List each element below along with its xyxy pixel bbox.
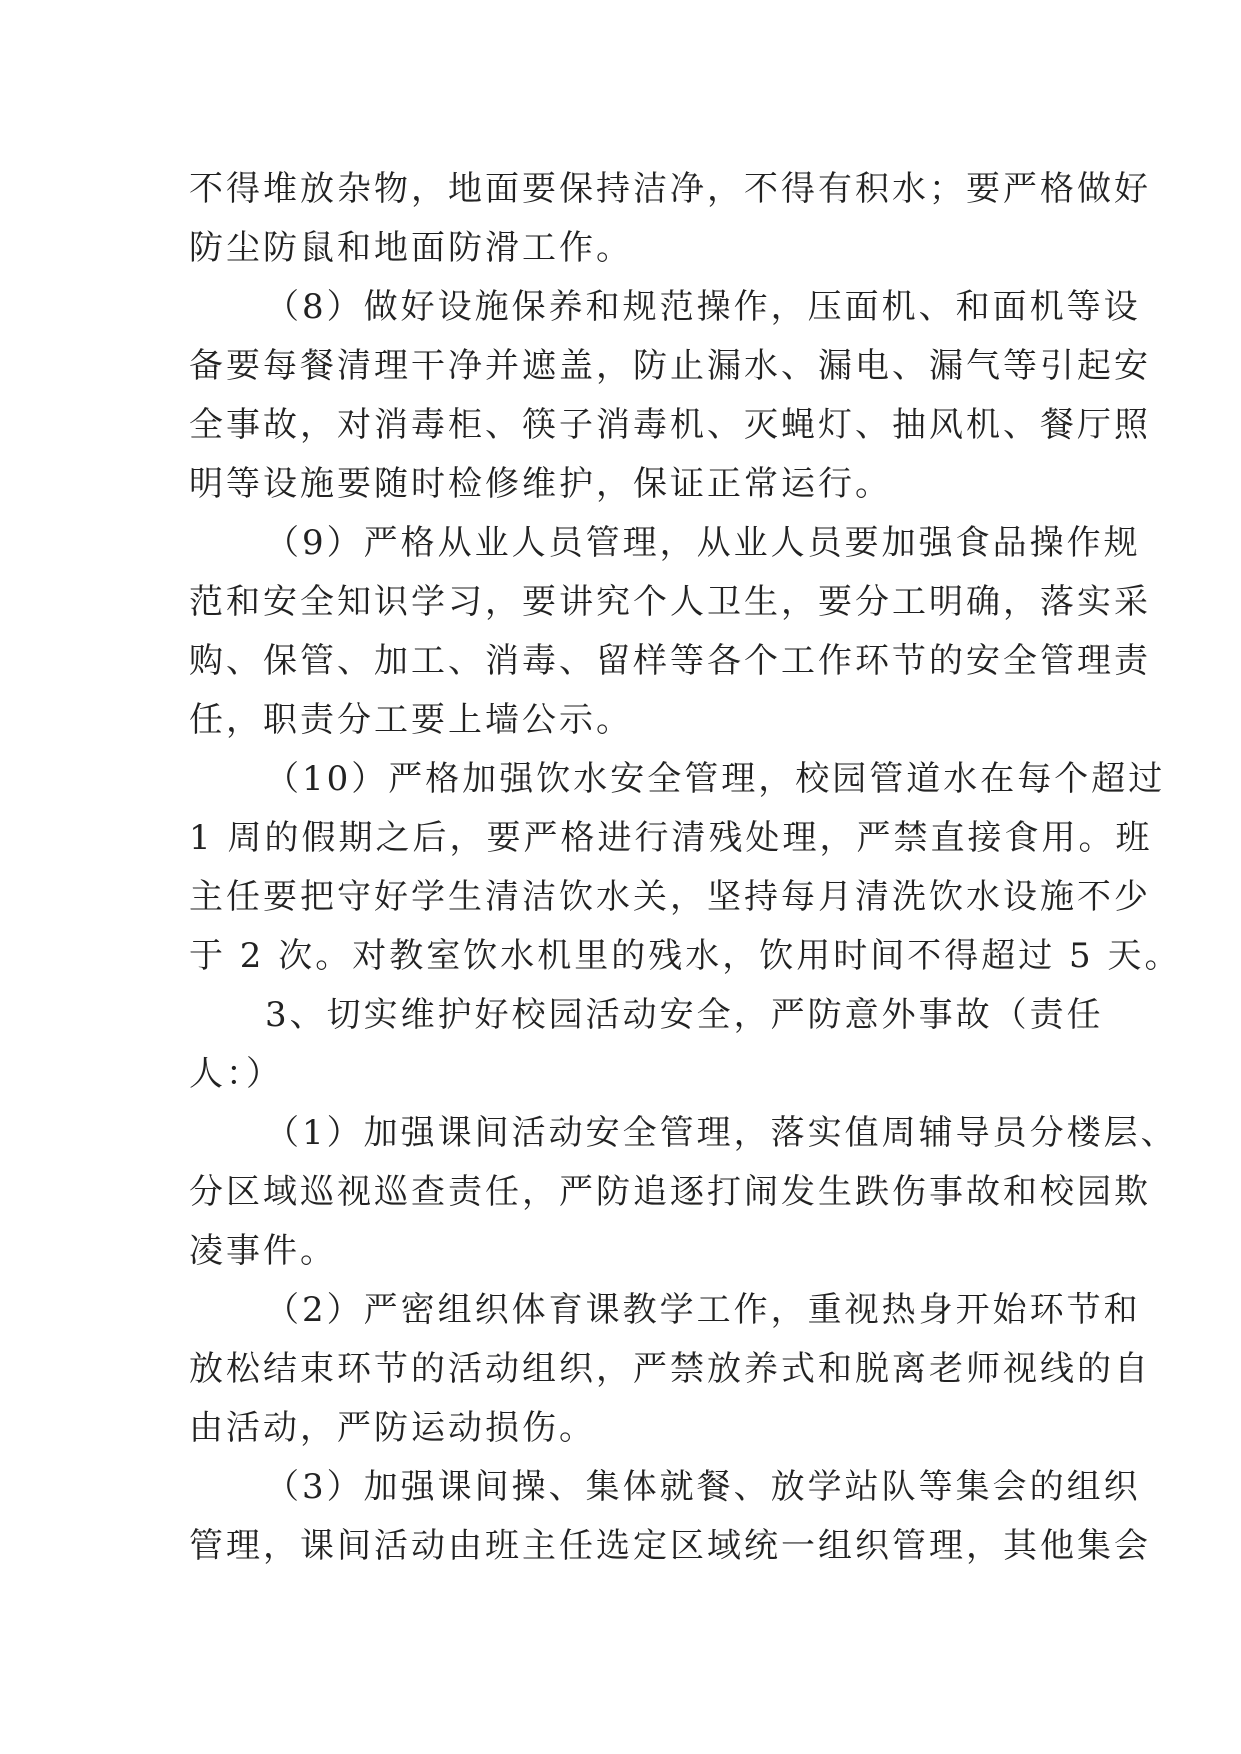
paragraph-item-8 [189,278,1151,514]
paragraph-item-3-1 [189,1104,1178,1281]
text-line: 明等设施要随时检修维护，保证正常运行。 [189,464,892,504]
text-line: 凌事件。 [189,1231,337,1271]
text-line: 人：） [189,1054,283,1094]
paragraph-item-9 [189,514,1151,750]
document-body [189,160,1182,1576]
text-line: 备要每餐清理干净并遮盖，防止漏水、漏电、漏气等引起安 [189,346,1151,386]
text-line: 范和安全知识学习，要讲究个人卫生，要分工明确，落实采 [189,582,1151,622]
text-line: （8）做好设施保养和规范操作，压面机、和面机等设 [265,287,1141,327]
text-line: 放松结束环节的活动组织，严禁放养式和脱离老师视线的自 [189,1349,1151,1389]
text-line: 由活动，严防运动损伤。 [189,1408,596,1448]
text-line: （1）加强课间活动安全管理，落实值周辅导员分楼层、 [265,1113,1178,1153]
paragraph-item-3-2 [189,1281,1151,1458]
text-line: （10）严格加强饮水安全管理，校园管道水在每个超过 [265,759,1166,799]
text-line: 不得堆放杂物，地面要保持洁净，不得有积水；要严格做好 [189,169,1151,209]
section-heading-3 [189,986,1104,1104]
paragraph-item-10 [189,750,1182,986]
text-line: 1 周的假期之后，要严格进行清残处理，严禁直接食用。班 [189,818,1153,858]
text-line: 任，职责分工要上墙公示。 [189,700,633,740]
text-line: 防尘防鼠和地面防滑工作。 [189,228,633,268]
text-line: 于 2 次。对教室饮水机里的残水，饮用时间不得超过 5 天。 [189,936,1182,976]
text-line: （3）加强课间操、集体就餐、放学站队等集会的组织 [265,1467,1141,1507]
text-line: 购、保管、加工、消毒、留样等各个工作环节的安全管理责 [189,641,1151,681]
paragraph-continued [189,160,1151,278]
text-line: 主任要把守好学生清洁饮水关，坚持每月清洗饮水设施不少 [189,877,1151,917]
text-line: 3、切实维护好校园活动安全，严防意外事故（责任 [265,995,1104,1035]
text-line: 全事故，对消毒柜、筷子消毒机、灭蝇灯、抽风机、餐厅照 [189,405,1151,445]
text-line: （9）严格从业人员管理，从业人员要加强食品操作规 [265,523,1141,563]
paragraph-item-3-3 [189,1458,1151,1576]
text-line: （2）严密组织体育课教学工作，重视热身开始环节和 [265,1290,1141,1330]
text-line: 分区域巡视巡查责任，严防追逐打闹发生跌伤事故和校园欺 [189,1172,1151,1212]
text-line: 管理，课间活动由班主任选定区域统一组织管理，其他集会 [189,1526,1151,1566]
